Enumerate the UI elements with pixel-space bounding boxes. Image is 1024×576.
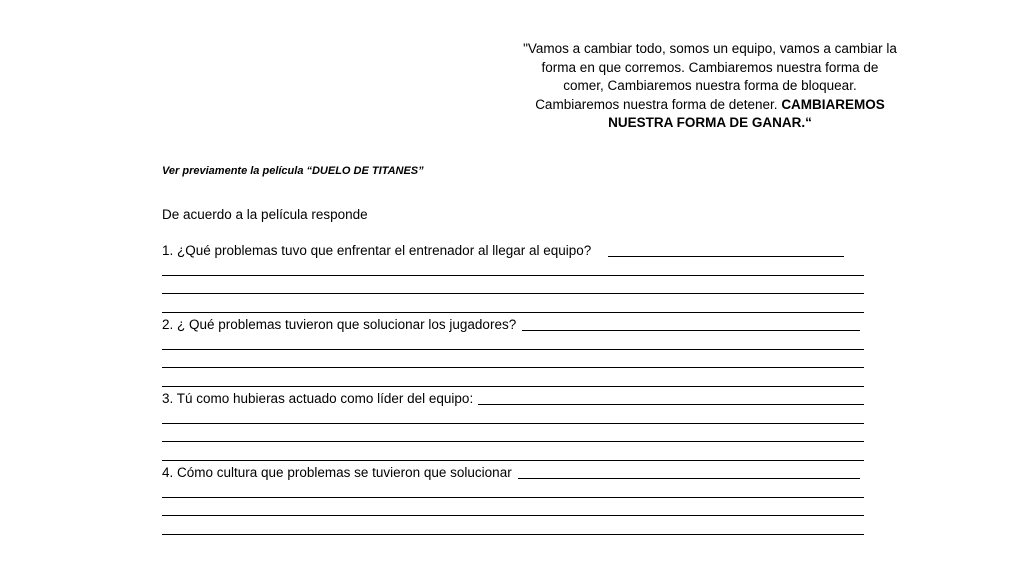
answer-rule <box>162 386 864 387</box>
answer-rule <box>162 312 864 313</box>
answer-rule <box>162 515 864 516</box>
answer-rule <box>162 423 864 424</box>
question-1-line <box>162 242 882 261</box>
answer-line[interactable] <box>162 334 882 353</box>
spacer <box>162 225 882 242</box>
question-1-text: 1. ¿Qué problemas tuvo que enfrentar el entrenador al llegar al equipo? <box>162 242 592 258</box>
answer-line[interactable] <box>162 482 882 501</box>
answer-line[interactable] <box>162 279 882 298</box>
question-4-text: 4. Cómo cultura que problemas se tuvieron que solucionar <box>162 464 512 480</box>
answer-rule <box>518 478 860 479</box>
intro-text: De acuerdo a la película responde <box>162 207 368 222</box>
question-3-line <box>162 390 882 409</box>
answer-rule <box>522 330 860 331</box>
question-2-line <box>162 316 882 335</box>
question-3-text: 3. Tú como hubieras actuado como líder del equipo: <box>162 390 474 406</box>
answer-line[interactable] <box>162 297 882 316</box>
answer-rule <box>162 293 864 294</box>
answer-line[interactable] <box>162 353 882 372</box>
answer-rule <box>162 349 864 350</box>
answer-line[interactable] <box>162 408 882 427</box>
answer-line[interactable] <box>162 445 882 464</box>
answer-line[interactable] <box>162 371 882 390</box>
answer-rule <box>162 534 864 535</box>
answer-line[interactable] <box>162 501 882 520</box>
answer-rule <box>608 256 844 257</box>
question-4-line <box>162 464 882 483</box>
answer-line[interactable] <box>162 519 882 538</box>
answer-rule <box>162 497 864 498</box>
answer-rule <box>162 460 864 461</box>
answer-rule <box>162 275 864 276</box>
worksheet <box>162 206 882 538</box>
answer-rule <box>162 367 864 368</box>
answer-rule <box>162 441 864 442</box>
movie-quote <box>520 40 900 133</box>
answer-line[interactable] <box>162 260 882 279</box>
quote-text: "Vamos a cambiar todo, somos un equipo, vamos a cambiar la forma en que corremos. Cambiaremos nuestra forma de comer, Cambiaremos nuestra forma de bloquear. Cambiaremos nuestra forma de detener. <box>523 41 897 112</box>
answer-rule <box>478 404 864 405</box>
instruction-text: Ver previamente la película “DUELO DE TITANES” <box>162 165 424 177</box>
answer-line[interactable] <box>162 427 882 446</box>
quote-bold-text: CAMBIAREMOS NUESTRA FORMA DE GANAR.“ <box>608 96 885 130</box>
question-2-text: 2. ¿ Qué problemas tuvieron que solucionar los jugadores? <box>162 316 517 332</box>
